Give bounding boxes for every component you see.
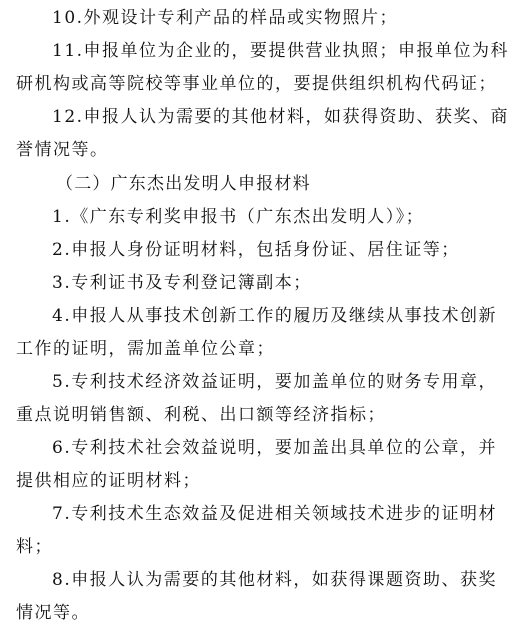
item-7-line-2: 料； (16, 537, 53, 557)
item-5-line-2: 重点说明销售额、利税、出口额等经济指标； (16, 405, 386, 425)
item-11-line-2: 研机构或高等院校等事业单位的，要提供组织机构代码证； (16, 74, 497, 94)
item-5-line-1: 5.专利技术经济效益证明，要加盖单位的财务专用章， (52, 372, 497, 392)
item-12-line-2: 誉情况等。 (16, 140, 109, 160)
item-4-line-2: 工作的证明，需加盖单位公章； (16, 339, 275, 359)
item-4-line-1: 4.申报人从事技术创新工作的履历及继续从事技术创新 (52, 306, 497, 326)
item-11-line-1: 11.申报单位为企业的，要提供营业执照；申报单位为科 (52, 41, 510, 61)
item-8-line-2: 情况等。 (16, 603, 90, 623)
item-8-line-1: 8.申报人认为需要的其他材料，如获得课题资助、获奖 (52, 570, 497, 590)
item-10: 10.外观设计专利产品的样品或实物照片； (52, 8, 399, 28)
item-12-line-1: 12.申报人认为需要的其他材料，如获得资助、获奖、商 (52, 107, 510, 127)
item-6-line-1: 6.专利技术社会效益说明，要加盖出具单位的公章，并 (52, 438, 497, 458)
item-2: 2.申报人身份证明材料，包括身份证、居住证等； (52, 240, 460, 260)
item-3: 3.专利证书及专利登记簿副本； (52, 273, 312, 293)
item-1: 1.《广东专利奖申报书（广东杰出发明人）》； (52, 207, 425, 227)
item-6-line-2: 提供相应的证明材料； (16, 471, 201, 491)
section-heading: （二）广东杰出发明人申报材料 (56, 174, 311, 194)
item-7-line-1: 7.专利技术生态效益及促进相关领域技术进步的证明材 (52, 504, 497, 524)
